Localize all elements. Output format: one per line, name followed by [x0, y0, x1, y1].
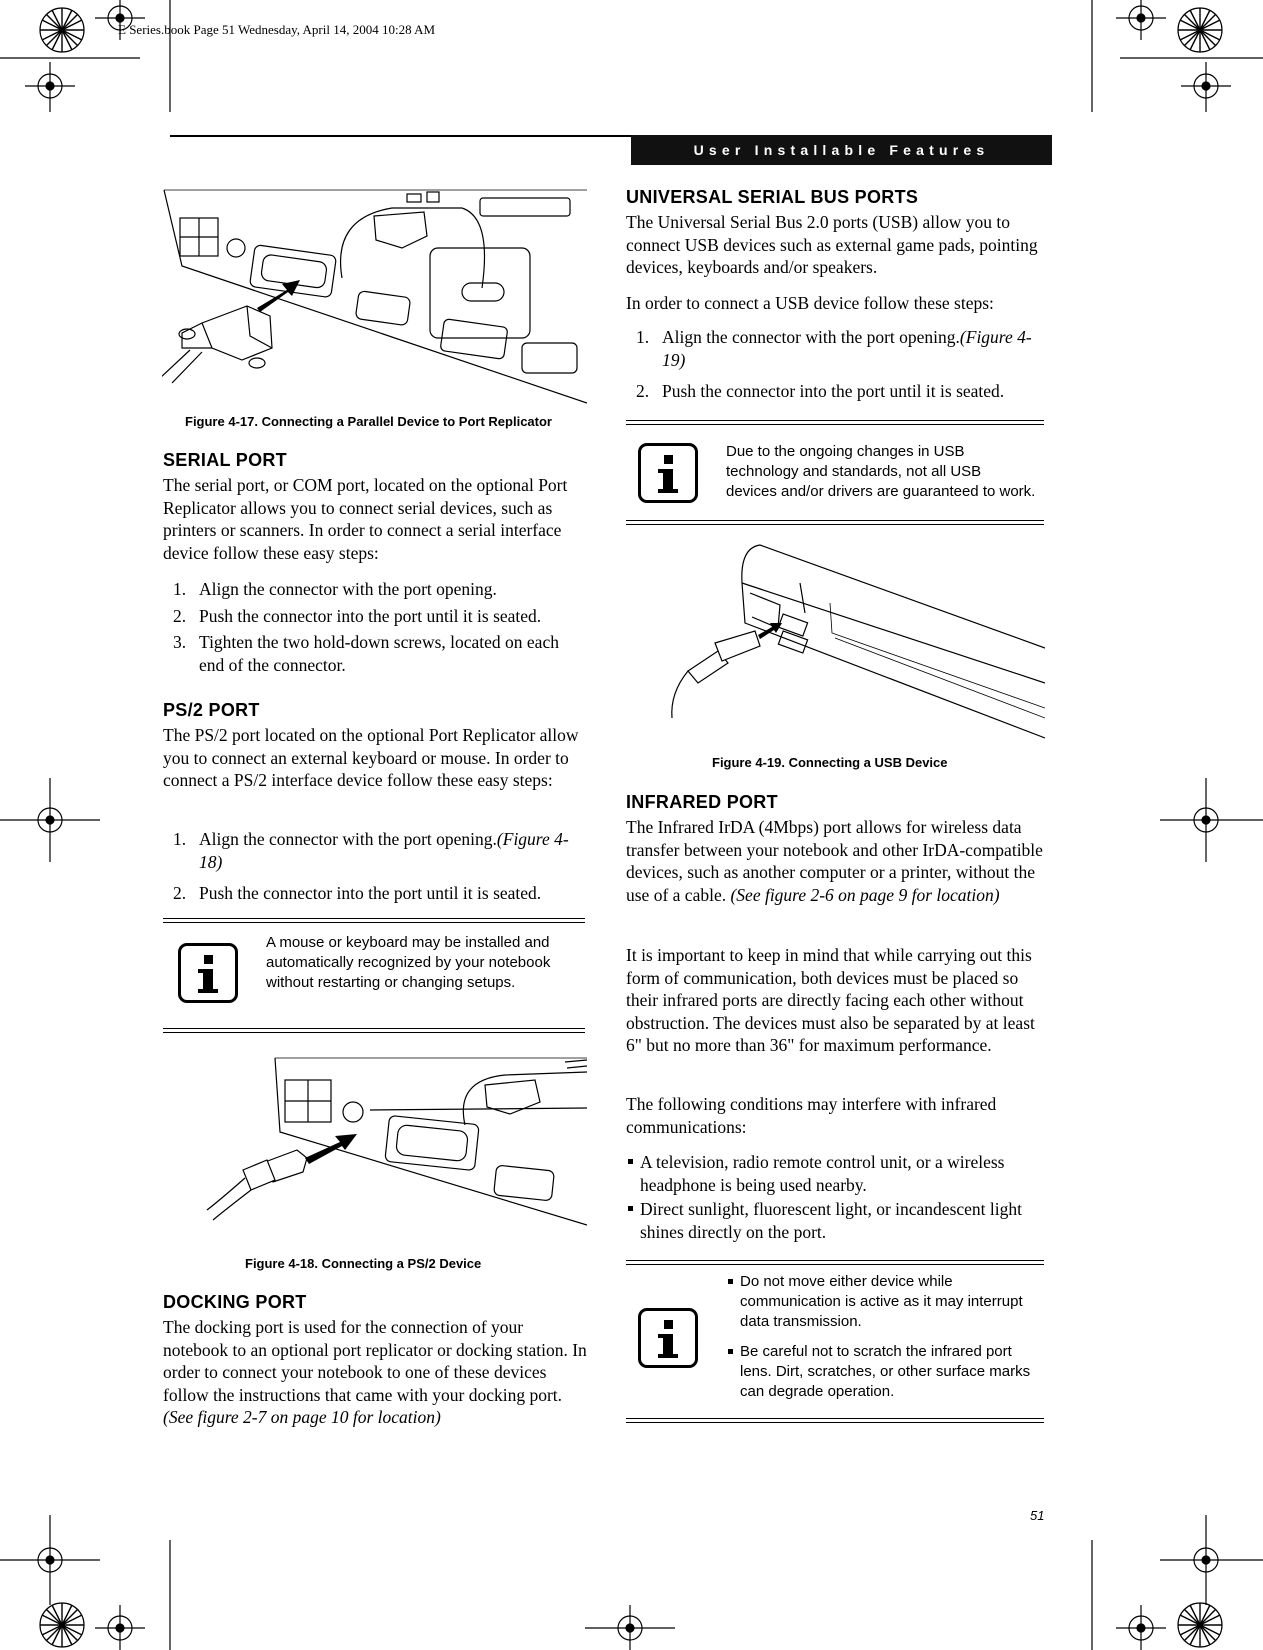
- list-item: [626, 380, 1044, 403]
- docking-port-text: The docking port is used for the connection of your notebook to an optional port replicator or docking station. In order to connect your notebook to one of these devices follow the instructions that came with your docking port.: [163, 1317, 587, 1405]
- note-rule-top: [626, 1260, 1044, 1265]
- step-text: Align the connector with the port opening.: [662, 327, 960, 347]
- step-text: Tighten the two hold-down screws, located on each end of the connector.: [199, 632, 559, 675]
- figure-4-17-illustration: [162, 188, 587, 406]
- list-item: [726, 1272, 1034, 1332]
- registration-sunburst-icon: [40, 1603, 84, 1647]
- ps2-port-steps: [163, 828, 588, 905]
- crosshair-icon: [1116, 0, 1166, 40]
- usb-ports-steps: [626, 326, 1044, 403]
- step-number: 2.: [173, 605, 187, 626]
- list-item: [726, 1342, 1034, 1402]
- step-number: 2.: [636, 381, 650, 401]
- figure-4-17-caption: Figure 4-17. Connecting a Parallel Device to Port Replicator: [185, 414, 552, 429]
- crosshair-icon: [1116, 1605, 1166, 1650]
- crosshair-icon: [25, 62, 75, 112]
- bullet-icon: [628, 1159, 633, 1164]
- note-rule-bottom: [626, 520, 1044, 525]
- usb-ports-intro: In order to connect a USB device follow these steps:: [626, 293, 994, 313]
- list-item: [163, 828, 588, 873]
- info-icon: [638, 1308, 698, 1368]
- infrared-text: The Infrared IrDA (4Mbps) port allows for wireless data transfer between your notebook and other IrDA-compatible devices, such as another computer or a printer, without the use of a cable.: [626, 817, 1043, 905]
- figure-4-19-illustration: [660, 543, 1045, 753]
- usb-ports-body: The Universal Serial Bus 2.0 ports (USB) allow you to connect USB devices such as external game pads, pointing devices, keyboards and/or speakers.: [626, 212, 1038, 277]
- bullet-icon: [728, 1349, 733, 1354]
- serial-port-heading: SERIAL PORT: [163, 450, 287, 470]
- step-text: Push the connector into the port until it is seated.: [199, 883, 542, 903]
- section-header: User Installable Features: [631, 135, 1052, 165]
- infrared-port-heading: INFRARED PORT: [626, 792, 778, 812]
- note-rule-top: [626, 420, 1044, 425]
- infrared-port-body3: The following conditions may interfere with infrared communications:: [626, 1094, 997, 1137]
- registration-sunburst-icon: [1178, 8, 1222, 52]
- figure-4-18-caption: Figure 4-18. Connecting a PS/2 Device: [245, 1256, 482, 1271]
- list-item: [626, 326, 1044, 371]
- ps2-port-body: The PS/2 port located on the optional Port Replicator allow you to connect an external keyboard or mouse. In order to connect a PS/2 interface device follow these easy steps:: [163, 725, 579, 790]
- list-item: [163, 605, 588, 628]
- docking-port-body: [163, 1316, 588, 1429]
- bullet-text: Direct sunlight, fluorescent light, or incandescent light shines directly on the port.: [640, 1199, 1022, 1242]
- step-number: 1.: [636, 327, 650, 347]
- info-icon: [178, 943, 238, 1003]
- step-number: 2.: [173, 883, 187, 903]
- step-text: Align the connector with the port opening.: [199, 829, 497, 849]
- registration-sunburst-icon: [1178, 1603, 1222, 1647]
- page-number: 51: [1030, 1508, 1045, 1523]
- bullet-icon: [728, 1279, 733, 1284]
- crosshair-icon: [1181, 62, 1231, 112]
- crosshair-icon: [1160, 1515, 1263, 1605]
- figure-reference: (See figure 2-6 on page 9 for location): [730, 884, 1000, 905]
- registration-sunburst-icon: [40, 8, 84, 52]
- bullet-icon: [628, 1206, 633, 1211]
- usb-ports-heading: UNIVERSAL SERIAL BUS PORTS: [626, 187, 919, 207]
- step-number: 1.: [173, 829, 187, 849]
- step-text: Push the connector into the port until it is seated.: [662, 381, 1005, 401]
- figure-4-19-caption: Figure 4-19. Connecting a USB Device: [712, 755, 948, 770]
- figure-reference: (Figure 4-19): [662, 327, 1032, 370]
- crosshair-icon: [1160, 778, 1263, 862]
- crosshair-icon: [585, 1605, 675, 1650]
- serial-port-steps: [163, 578, 588, 676]
- docking-port-heading: DOCKING PORT: [163, 1292, 307, 1312]
- book-info-line: E Series.book Page 51 Wednesday, April 14, 2004 10:28 AM: [118, 22, 436, 37]
- figure-reference: (Figure 4-18): [199, 829, 569, 872]
- crosshair-icon: [95, 1605, 145, 1650]
- note-rule-bottom: [163, 1028, 585, 1033]
- figure-reference: (See figure 2-7 on page 10 for location): [163, 1407, 441, 1427]
- list-item: [163, 882, 588, 905]
- infrared-port-body2: It is important to keep in mind that while carrying out this form of communication, both devices must be placed so their infrared ports are directly facing each other without obstruction. The devices must also be separated by at least 6" but no more than 36" for maximum performance.: [626, 945, 1035, 1055]
- step-number: 1.: [173, 579, 187, 599]
- usb-note-text: Due to the ongoing changes in USB technology and standards, not all USB devices and/or drivers are guaranteed to work.: [726, 443, 1036, 500]
- crosshair-icon: [0, 1515, 100, 1605]
- list-item: [163, 631, 588, 676]
- ps2-note-text: A mouse or keyboard may be installed and automatically recognized by your notebook without restarting or changing setups.: [266, 934, 551, 991]
- info-icon: [638, 443, 698, 503]
- note-rule-bottom: [626, 1418, 1044, 1423]
- list-item: [163, 578, 588, 601]
- infrared-port-body1: [626, 816, 1044, 906]
- list-item: [626, 1198, 1044, 1243]
- note-text: Be careful not to scratch the infrared port lens. Dirt, scratches, or other surface marks can degrade operation.: [740, 1343, 1031, 1400]
- crosshair-icon: [0, 778, 100, 862]
- bullet-text: A television, radio remote control unit, or a wireless headphone is being used nearby.: [640, 1152, 1005, 1195]
- step-text: Align the connector with the port opening.: [199, 579, 497, 599]
- header-rule: [170, 135, 631, 137]
- note-text: Do not move either device while communication is active as it may interrupt data transmission.: [740, 1273, 1023, 1330]
- step-number: 3.: [173, 632, 187, 652]
- note-rule-top: [163, 918, 585, 923]
- infrared-notes: [726, 1272, 1034, 1402]
- figure-4-18-illustration: [205, 1050, 587, 1240]
- serial-port-body: The serial port, or COM port, located on the optional Port Replicator allows you to connect serial devices, such as printers or scanners. In order to connect a serial interface device follow these easy steps:: [163, 475, 568, 563]
- step-text: Push the connector into the port until it is seated.: [199, 605, 542, 626]
- infrared-bullets: [626, 1151, 1044, 1243]
- list-item: [626, 1151, 1044, 1196]
- ps2-port-heading: PS/2 PORT: [163, 700, 260, 720]
